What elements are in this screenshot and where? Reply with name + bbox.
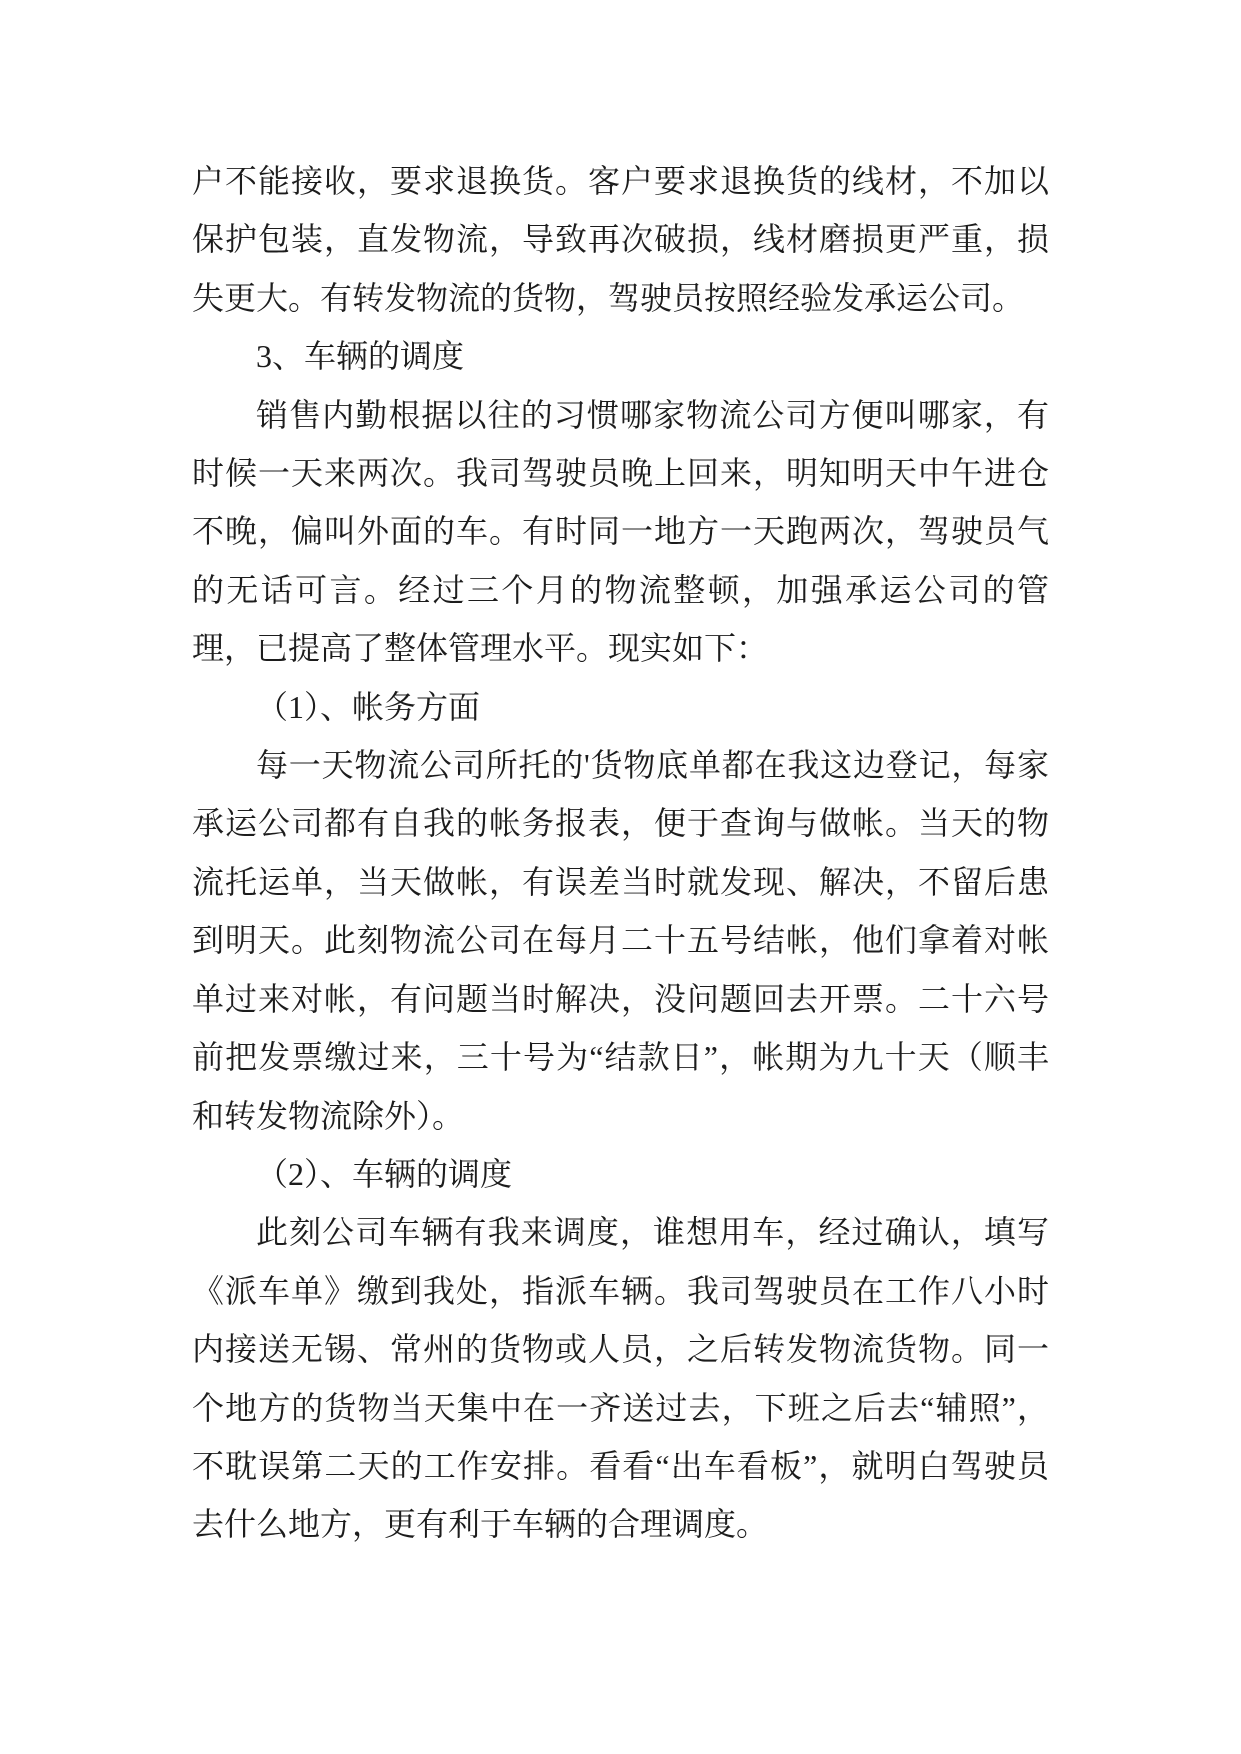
heading-vehicle-dispatch-subsection-2: （2）、车辆的调度: [256, 1155, 513, 1192]
heading-vehicle-dispatch-section-3: 3、车辆的调度: [256, 338, 465, 375]
paragraph-vehicle-dispatch-details: 此刻公司车辆有我来调度，谁想用车，经过确认，填写《派车单》缴到我处，指派车辆。我司驾驶员在工作八小时内接送无锡、常州的货物或人员，之后转发物流货物。同一个地方的货物当天集中在一齐送过去，下班之后去“辅照”，不耽误第二天的工作安排。看看“出车看板”，就明白驾驶员去什么地方，更有利于车辆的合理调度。: [192, 1214, 1049, 1543]
paragraph-accounting-details: 每一天物流公司所托的'货物底单都在我这边登记，每家承运公司都有自我的帐务报表，便于查询与做帐。当天的物流托运单，当天做帐，有误差当时就发现、解决，不留后患到明天。此刻物流公司在每月二十五号结帐，他们拿着对帐单过来对帐，有问题当时解决，没问题回去开票。二十六号前把发票缴过来，三十号为“结款日”，帐期为九十天（顺丰和转发物流除外）。: [192, 747, 1049, 1134]
heading-accounting-subsection-1: （1）、帐务方面: [256, 688, 481, 725]
paragraph-sales-dispatch-habits: 销售内勤根据以往的习惯哪家物流公司方便叫哪家，有时候一天来两次。我司驾驶员晚上回来，明知明天中午进仓不晚，偏叫外面的车。有时同一地方一天跑两次，驾驶员气的无话可言。经过三个月的物流整顿，加强承运公司的管理，已提高了整体管理水平。现实如下：: [192, 396, 1049, 667]
paragraph-return-goods-continuation: 户不能接收，要求退换货。客户要求退换货的线材，不加以保护包装，直发物流，导致再次破损，线材磨损更严重，损失更大。有转发物流的货物，驾驶员按照经验发承运公司。: [192, 163, 1049, 316]
text-block: [192, 152, 1049, 1554]
